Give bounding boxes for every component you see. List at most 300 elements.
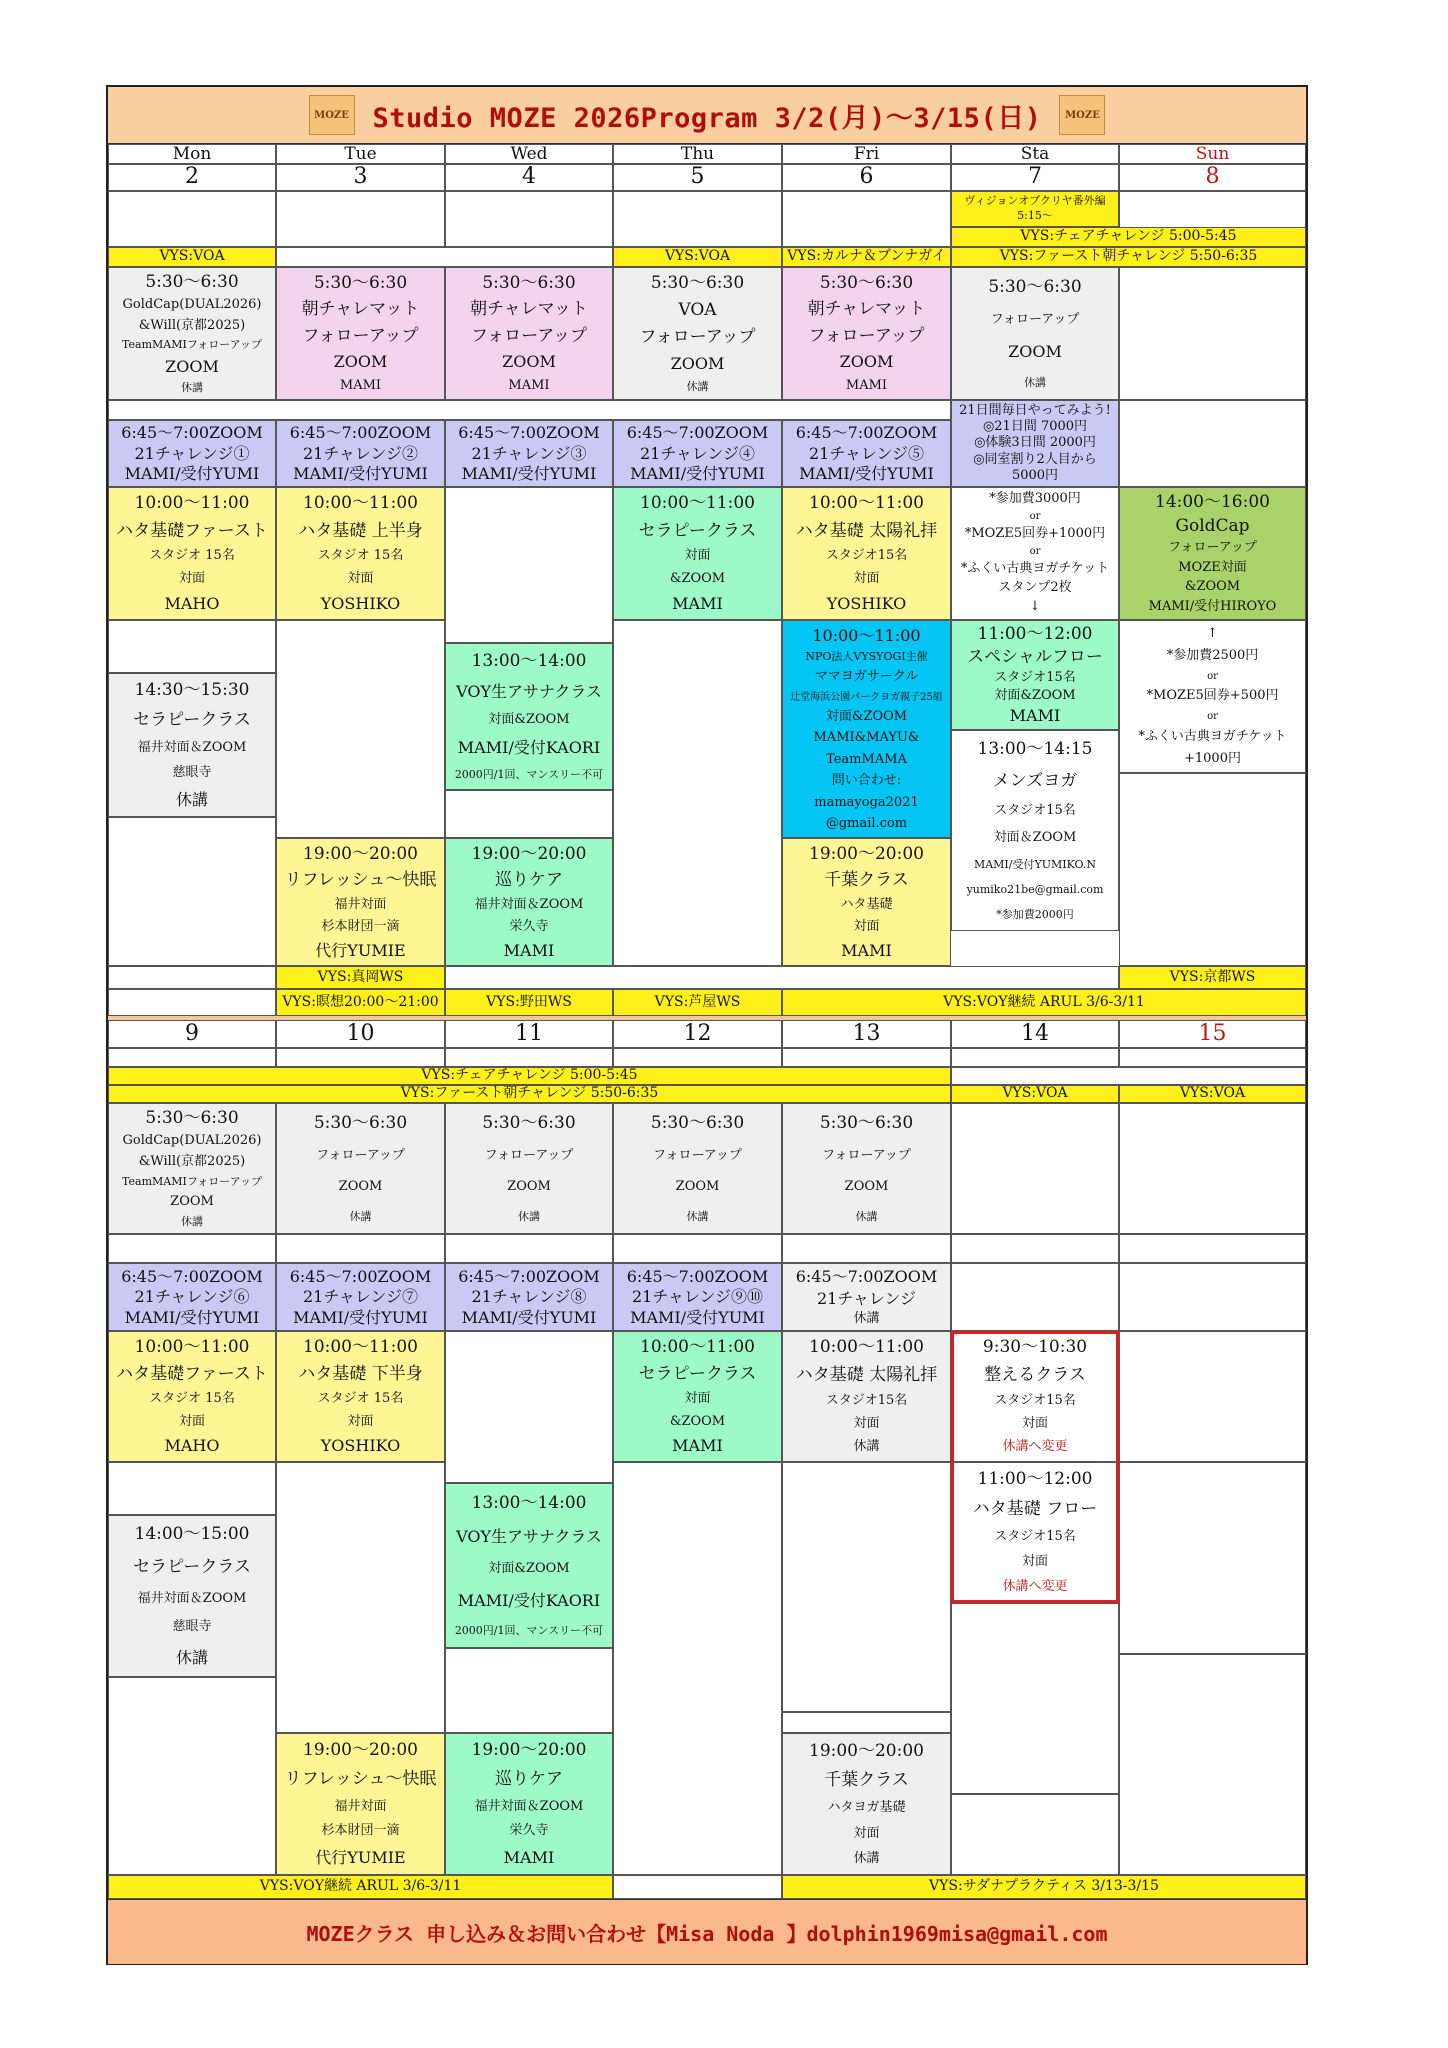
w2-thu-therapy-line-0: 10:00～11:00 — [640, 1337, 755, 1358]
w1-date-6: 8 — [1119, 164, 1306, 191]
w1-fri-chiba-line-0: 19:00～20:00 — [809, 843, 924, 864]
w2-thu-followup-class — [613, 1103, 782, 1234]
w1-mon-hatha-first — [108, 487, 276, 620]
w1-thu-therapy-line-3: &ZOOM — [669, 571, 726, 587]
w2-wed-meguri-line-4: MAMI — [503, 1848, 555, 1868]
w1-tue-hatha-upper-line-3: 対面 — [347, 571, 374, 587]
w1-mon-hatha-first-line-3: 対面 — [178, 571, 205, 587]
w1-wed-voy-asana-line-1: VOY生アサナクラス — [456, 681, 602, 701]
w2-gap-0 — [108, 1234, 276, 1263]
w1-bar-empty-mon — [108, 966, 276, 989]
w2-top-empty-3 — [613, 1048, 782, 1067]
w2-thu-challenge-line-0: 6:45～7:00ZOOM — [626, 1266, 769, 1286]
w1-mon-followup-class-line-5: 休講 — [181, 380, 203, 394]
w2-mon-therapy — [108, 1515, 276, 1677]
w1-fri-hatha-sun-line-2: スタジオ15名 — [825, 548, 908, 564]
w1-sat-followup-class-line-0: 5:30～6:30 — [988, 277, 1082, 298]
w2-mon-therapy-line-1: セラピークラス — [133, 1557, 251, 1578]
w2-gap-5 — [951, 1234, 1119, 1263]
w1-mon-therapy-line-0: 14:30～15:30 — [134, 680, 250, 701]
w1-mon-followup-class-line-2: &Will(京都2025) — [138, 317, 246, 333]
schedule-sheet — [106, 85, 1308, 1965]
w1-thu-challenge-line-0: 6:45～7:00ZOOM — [626, 423, 769, 443]
w2-gap-1 — [276, 1234, 445, 1263]
w2-mon-hatha-first-line-2: スタジオ 15名 — [149, 1391, 235, 1407]
w1-thu-voa-class-line-1: VOA — [678, 300, 717, 321]
w2-sat-hatha-flow-line-3: 対面 — [1021, 1553, 1048, 1569]
w1-tue-challenge-line-2: MAMI/受付YUMI — [293, 464, 428, 484]
w1-fri-hatha-sun-line-0: 10:00～11:00 — [809, 493, 924, 514]
w1-sat-mens-yoga-line-4: MAMI/受付YUMIKO.N — [973, 857, 1097, 871]
w2-thu-therapy — [613, 1331, 782, 1462]
w1-wed-meguri-line-3: 栄久寺 — [509, 918, 549, 934]
w2-bar-empty-thu — [613, 1875, 782, 1899]
w1-mon-therapy-line-2: 福井対面＆ZOOM — [137, 739, 247, 755]
w2-top-empty-5 — [951, 1048, 1119, 1067]
w1-thu-therapy-line-2: 対面 — [684, 548, 711, 564]
w2-vys-sat: VYS:VOA — [951, 1085, 1119, 1103]
w2-wed-voy-asana — [445, 1483, 613, 1648]
w1-mon-followup-class-line-4: ZOOM — [165, 356, 219, 376]
w2-wed-empty-b — [445, 1331, 613, 1483]
w2-tue-hatha-lower-line-0: 10:00～11:00 — [303, 1337, 418, 1358]
w2-fri-challenge — [782, 1263, 951, 1331]
w2-wed-challenge-line-1: 21チャレンジ⑧ — [471, 1287, 587, 1307]
w2-mon-challenge-line-0: 6:45～7:00ZOOM — [121, 1266, 263, 1286]
w2-sun-empty-d — [1119, 1462, 1306, 1654]
w2-date-2: 11 — [445, 1020, 613, 1048]
w1-sun-goldcap-line-3: MOZE対面 — [1178, 559, 1247, 575]
w2-fri-hatha-sun-line-2: スタジオ15名 — [825, 1392, 908, 1408]
w2-mon-followup-class-line-1: GoldCap(DUAL2026) — [122, 1133, 262, 1149]
w2-date-4: 13 — [782, 1020, 951, 1048]
w2-thu-challenge — [613, 1263, 782, 1331]
contact-text: MOZEクラス 申し込み＆お問い合わせ【Misa Noda 】dolphin1969misa@gmail.com — [306, 1921, 1108, 1946]
w2-thu-therapy-line-2: 対面 — [684, 1391, 711, 1407]
w1-fri-mama-yoga-line-4: 対面&ZOOM — [825, 708, 908, 724]
w2-fri-followup-class — [782, 1103, 951, 1234]
w1-sat-challenge-info-line-0: 21日間毎日やってみよう! — [959, 402, 1111, 418]
w1-tue-challenge-line-0: 6:45～7:00ZOOM — [289, 423, 432, 443]
w1-sun-goldcap-line-4: &ZOOM — [1184, 579, 1241, 595]
w2-sat-empty-b — [951, 1263, 1119, 1331]
w1-sun-goldcap-line-2: フォローアップ — [1168, 539, 1257, 555]
w2-gap-4 — [782, 1234, 951, 1263]
w2-tue-followup-class — [276, 1103, 445, 1234]
day-name-4: Fri — [782, 144, 951, 164]
w1-wed-mat-class — [445, 267, 613, 400]
w2-wed-voy-asana-line-3: MAMI/受付KAORI — [457, 1590, 601, 1610]
w2-sun-empty-c — [1119, 1331, 1306, 1462]
w2-fri-chiba-line-4: 休講 — [853, 1851, 880, 1867]
w2-wed-followup-class-line-1: フォローアップ — [484, 1148, 574, 1164]
w1-tue-mat-class-line-0: 5:30～6:30 — [313, 272, 408, 293]
w1-thu-challenge-line-2: MAMI/受付YUMI — [630, 464, 765, 484]
w1-mon-challenge-line-1: 21チャレンジ① — [134, 443, 250, 463]
day-name-1: Tue — [276, 144, 445, 164]
w1-sat-fee-info-line-4: *ふくい古典ヨガチケット — [960, 561, 1110, 577]
w1-sat-fee-info-line-2: *MOZE5回券+1000円 — [964, 526, 1106, 542]
w2-wed-followup-class-line-2: ZOOM — [507, 1179, 551, 1194]
w1-bar-empty-mid — [445, 966, 1119, 989]
w1-bar2-empty-mon — [108, 989, 276, 1016]
moze-logo-left: MOZE — [309, 95, 355, 135]
w1-thu-voa-class-line-2: フォローアップ — [639, 327, 756, 347]
w2-chair-bar: VYS:チェアチャレンジ 5:00-5:45 — [108, 1067, 951, 1085]
w2-fri-followup-class-line-3: 休講 — [855, 1209, 878, 1223]
w2-sat-totonoeru-line-0: 9:30～10:30 — [982, 1337, 1088, 1358]
w1-fri-mat-class-line-1: 朝チャレマット — [807, 299, 926, 320]
w2-sat-hatha-flow-line-2: スタジオ15名 — [994, 1528, 1076, 1544]
w2-mon-challenge — [108, 1263, 276, 1331]
w1-sun-empty-b — [1119, 400, 1306, 487]
w1-bar2-tue: VYS:瞑想20:00～21:00 — [276, 989, 445, 1016]
w1-wed-voy-asana-line-4: 2000円/1回、マンスリー不可 — [454, 767, 604, 781]
w1-top-empty-0 — [108, 191, 276, 247]
day-name-5: Sta — [951, 144, 1119, 164]
w1-chair-sat: VYS:チェアチャレンジ 5:00-5:45 — [951, 227, 1306, 247]
w1-wed-mat-class-line-3: ZOOM — [502, 352, 556, 372]
w2-tue-refresh-line-2: 福井対面 — [334, 1798, 387, 1814]
w2-mon-followup-class-line-0: 5:30～6:30 — [145, 1108, 239, 1129]
w1-date-5: 7 — [951, 164, 1119, 191]
w1-wed-mat-class-line-1: 朝チャレマット — [470, 299, 588, 320]
w2-sat-empty-d — [951, 1603, 1119, 1794]
w2-fri-followup-class-line-0: 5:30～6:30 — [819, 1113, 914, 1134]
w2-fri-followup-class-line-2: ZOOM — [844, 1179, 889, 1194]
w2-wed-voy-asana-line-4: 2000円/1回、マンスリー不可 — [454, 1623, 604, 1637]
day-name-6: Sun — [1119, 144, 1306, 164]
w1-sat-mens-yoga-line-0: 13:00～14:15 — [977, 738, 1093, 759]
w1-bar2-thu: VYS:芦屋WS — [613, 989, 782, 1016]
w1-sat-mens-yoga-line-1: メンズヨガ — [992, 770, 1078, 791]
w2-thu-therapy-line-4: MAMI — [672, 1436, 723, 1456]
w1-sat-fee-info-line-0: *参加費3000円 — [989, 491, 1081, 507]
w2-sat-totonoeru — [951, 1331, 1119, 1462]
w1-tue-refresh-line-3: 杉本財団一滴 — [321, 918, 400, 934]
title-bar — [108, 87, 1306, 144]
w1-fri-chiba-line-1: 千葉クラス — [824, 870, 909, 891]
w2-fri-hatha-sun-line-3: 対面 — [853, 1415, 880, 1431]
w2-fri-challenge-line-2: 休講 — [853, 1310, 880, 1326]
w2-wed-voy-asana-line-0: 13:00～14:00 — [471, 1492, 587, 1513]
w2-mon-followup-class-line-5: 休講 — [181, 1214, 203, 1228]
w1-fri-mama-yoga-line-5: MAMI&MAYU& — [813, 730, 920, 746]
w2-vys-sun: VYS:VOA — [1119, 1085, 1306, 1103]
w1-fri-mama-yoga-line-6: TeamMAMA — [826, 751, 907, 767]
w2-sun-empty-b — [1119, 1263, 1306, 1331]
w2-top-empty-2 — [445, 1048, 613, 1067]
w1-sat-followup-class-line-2: ZOOM — [1008, 342, 1062, 362]
w2-tue-refresh-line-4: 代行YUMIE — [315, 1848, 406, 1868]
w2-mon-challenge-line-2: MAMI/受付YUMI — [124, 1307, 260, 1327]
w2-tue-followup-class-line-3: 休講 — [349, 1209, 372, 1223]
w1-wed-voy-asana-line-0: 13:00～14:00 — [471, 651, 587, 672]
w1-fri-mama-yoga-line-1: NPO法人VYSYOGI主催 — [805, 650, 928, 664]
w1-thu-therapy-line-1: セラピークラス — [638, 520, 757, 541]
w1-sun-empty-c — [1119, 773, 1306, 966]
w1-vys-fri: VYS:カルナ＆ブンナガイ — [782, 247, 951, 267]
w1-sat-fee-info-line-5: スタンプ2枚 — [998, 580, 1072, 596]
w2-fri-hatha-sun-line-0: 10:00～11:00 — [809, 1337, 924, 1358]
w1-mon-therapy-line-4: 休講 — [175, 789, 208, 809]
w2-wed-voy-asana-line-1: VOY生アサナクラス — [456, 1527, 602, 1547]
w1-fri-mat-class-line-4: MAMI — [845, 377, 888, 393]
page-title: Studio MOZE 2026Program 3/2(月)～3/15(日) — [372, 102, 1042, 134]
day-name-3: Thu — [613, 144, 782, 164]
w1-tue-hatha-upper-line-0: 10:00～11:00 — [303, 493, 418, 514]
w1-sat-challenge-info-line-1: ◎21日間 7000円 — [982, 419, 1088, 435]
w1-wed-voy-asana-line-3: MAMI/受付KAORI — [457, 738, 601, 758]
moze-logo-right: MOZE — [1059, 95, 1105, 135]
day-name-2: Wed — [445, 144, 613, 164]
w1-tue-refresh-line-0: 19:00～20:00 — [303, 843, 418, 864]
w2-tue-hatha-lower-line-2: スタジオ 15名 — [317, 1391, 404, 1407]
w1-sat-challenge-info-line-4: 5000円 — [1011, 467, 1059, 483]
w2-wed-meguri-line-2: 福井対面＆ZOOM — [474, 1798, 584, 1814]
w1-sat-special-flow-line-0: 11:00～12:00 — [977, 624, 1093, 645]
w1-fri-challenge-line-2: MAMI/受付YUMI — [799, 464, 934, 484]
w1-fri-chiba-line-3: 対面 — [853, 918, 880, 934]
w2-tue-hatha-lower-line-3: 対面 — [347, 1413, 374, 1429]
w2-wed-meguri-line-3: 栄久寺 — [509, 1823, 549, 1839]
w1-tue-empty-c — [276, 620, 445, 838]
w1-fri-mama-yoga-line-7: 問い合わせ: — [831, 773, 902, 789]
w1-sat-mens-yoga-line-6: *参加費2000円 — [996, 908, 1074, 922]
w1-tue-mat-class — [276, 267, 445, 400]
w2-wed-followup-class — [445, 1103, 613, 1234]
w1-mon-hatha-first-line-4: MAHO — [164, 594, 220, 614]
w1-mon-hatha-first-line-0: 10:00～11:00 — [134, 493, 250, 514]
w1-mon-empty-c — [108, 620, 276, 673]
w1-thu-therapy — [613, 487, 782, 620]
w2-tue-hatha-lower-line-4: YOSHIKO — [320, 1436, 401, 1456]
w2-mon-challenge-line-1: 21チャレンジ⑥ — [134, 1287, 250, 1307]
w2-tue-refresh — [276, 1733, 445, 1875]
w2-top-empty-0 — [108, 1048, 276, 1067]
w2-mon-followup-class — [108, 1103, 276, 1234]
w2-wed-followup-class-line-0: 5:30～6:30 — [482, 1113, 576, 1134]
w2-sat-hatha-flow-line-0: 11:00～12:00 — [977, 1469, 1093, 1490]
w1-date-0: 2 — [108, 164, 276, 191]
w1-sun-fee-info-line-4: or — [1207, 711, 1218, 723]
w1-wed-mat-class-line-2: フォローアップ — [470, 325, 588, 346]
w1-mon-challenge-line-0: 6:45～7:00ZOOM — [121, 423, 263, 443]
w1-sun-empty-a — [1119, 267, 1306, 400]
w2-wed-meguri-line-0: 19:00～20:00 — [471, 1740, 587, 1761]
w1-tue-hatha-upper-line-4: YOSHIKO — [320, 594, 401, 614]
w1-fri-chiba — [782, 838, 951, 966]
w1-fri-hatha-sun-line-1: ハタ基礎 太陽礼拝 — [795, 520, 938, 541]
w1-thu-empty-c — [613, 620, 782, 966]
w1-mon-hatha-first-line-2: スタジオ 15名 — [149, 548, 235, 564]
w1-wed-meguri-line-0: 19:00～20:00 — [471, 843, 587, 864]
w2-sun-empty-e — [1119, 1654, 1306, 1875]
w1-sat-fee-info — [951, 487, 1119, 620]
w1-tue-challenge-line-1: 21チャレンジ② — [302, 443, 419, 463]
w1-tue-challenge — [276, 420, 445, 487]
w1-fri-chiba-line-2: ハタ基礎 — [840, 896, 893, 912]
w1-fri-challenge-line-1: 21チャレンジ⑤ — [808, 443, 925, 463]
w2-mon-hatha-first-line-1: ハタ基礎ファースト — [116, 1364, 268, 1385]
w2-mon-hatha-first-line-3: 対面 — [178, 1413, 205, 1429]
w2-mon-therapy-line-0: 14:00～15:00 — [134, 1524, 250, 1545]
w1-vys-empty-tue — [276, 247, 613, 267]
w2-thu-followup-class-line-1: フォローアップ — [653, 1148, 742, 1164]
w2-fri-chiba-line-0: 19:00～20:00 — [809, 1740, 924, 1761]
w2-tue-refresh-line-0: 19:00～20:00 — [303, 1740, 418, 1761]
w2-mon-hatha-first — [108, 1331, 276, 1462]
week-separator — [108, 1016, 1306, 1020]
w2-date-5: 14 — [951, 1020, 1119, 1048]
w1-mon-hatha-first-line-1: ハタ基礎ファースト — [116, 520, 268, 541]
w1-wed-meguri-line-1: 巡りケア — [495, 870, 563, 891]
w1-fri-mama-yoga-line-9: @gmail.com — [825, 816, 908, 831]
w1-sun-fee-info — [1119, 620, 1306, 773]
w1-mon-challenge-line-2: MAMI/受付YUMI — [124, 464, 260, 484]
w1-thu-challenge — [613, 420, 782, 487]
w1-wed-empty-d — [445, 790, 613, 838]
w1-sat-followup-class — [951, 267, 1119, 400]
w1-mon-followup-class-line-1: GoldCap(DUAL2026) — [122, 297, 262, 313]
w1-wed-empty-b — [445, 487, 613, 643]
w1-tue-refresh-line-4: 代行YUMIE — [315, 940, 406, 960]
w2-wed-challenge-line-0: 6:45～7:00ZOOM — [458, 1266, 600, 1286]
w2-mon-followup-class-line-4: ZOOM — [170, 1193, 214, 1209]
w2-fri-chiba-line-1: 千葉クラス — [824, 1770, 909, 1791]
w2-fri-empty-d — [782, 1712, 951, 1733]
w1-vys-mon: VYS:VOA — [108, 247, 276, 267]
w2-fri-challenge-line-0: 6:45～7:00ZOOM — [795, 1267, 938, 1287]
w2-tue-challenge — [276, 1263, 445, 1331]
w2-mon-empty-c — [108, 1462, 276, 1515]
w1-tue-refresh — [276, 838, 445, 966]
w1-date-3: 5 — [613, 164, 782, 191]
w1-sun-goldcap-line-5: MAMI/受付HIROYO — [1148, 599, 1277, 614]
w1-fri-hatha-sun-line-4: YOSHIKO — [826, 594, 907, 614]
w1-fri-hatha-sun — [782, 487, 951, 620]
w1-sat-fee-info-line-1: or — [1029, 511, 1041, 523]
w2-mon-empty-d — [108, 1677, 276, 1875]
w1-sat-special-flow-line-1: スペシャルフロー — [967, 646, 1103, 667]
w1-mon-therapy-line-3: 慈眼寺 — [172, 764, 212, 780]
w1-top-empty-3 — [613, 191, 782, 247]
w2-bar-fri: VYS:サダナプラクティス 3/13-3/15 — [782, 1875, 1306, 1899]
w1-sat-mens-yoga-line-5: yumiko21be@gmail.com — [966, 882, 1104, 896]
w1-wed-meguri-line-2: 福井対面＆ZOOM — [474, 896, 584, 912]
w1-mon-therapy — [108, 673, 276, 817]
w1-mon-followup-class — [108, 267, 276, 400]
w2-thu-therapy-line-1: セラピークラス — [638, 1364, 757, 1385]
w2-fri-hatha-sun-line-4: 休講 — [853, 1439, 880, 1455]
w2-mon-hatha-first-line-0: 10:00～11:00 — [134, 1337, 250, 1358]
w2-fri-hatha-sun-line-1: ハタ基礎 太陽礼拝 — [795, 1365, 938, 1386]
w2-sat-empty-e — [951, 1794, 1119, 1875]
w1-wed-challenge-line-2: MAMI/受付YUMI — [461, 464, 597, 484]
w1-wed-meguri — [445, 838, 613, 966]
w1-wed-challenge-line-1: 21チャレンジ③ — [471, 443, 587, 463]
w1-date-1: 3 — [276, 164, 445, 191]
w1-sat-fee-info-line-3: or — [1029, 546, 1041, 558]
w2-tue-challenge-line-1: 21チャレンジ⑦ — [302, 1287, 419, 1307]
w2-mon-followup-class-line-3: TeamMAMIフォローアップ — [122, 1175, 262, 1189]
w1-sat-special-flow-line-3: 対面&ZOOM — [994, 687, 1076, 703]
w2-sat-hatha-flow — [951, 1462, 1119, 1603]
w2-tue-hatha-lower — [276, 1331, 445, 1462]
w2-top-empty-6 — [1119, 1048, 1306, 1067]
w1-mon-challenge — [108, 420, 276, 487]
w1-sat-challenge-info-line-2: ◎体験3日間 2000円 — [974, 435, 1096, 451]
w1-wed-challenge-line-0: 6:45～7:00ZOOM — [458, 423, 600, 443]
w2-sat-totonoeru-line-4: 休講へ変更 — [1002, 1439, 1068, 1455]
w1-bar-tue: VYS:真岡WS — [276, 966, 445, 989]
w1-fri-mat-class — [782, 267, 951, 400]
w1-sat-mens-yoga-line-2: スタジオ15名 — [994, 802, 1076, 818]
w2-thu-therapy-line-3: &ZOOM — [669, 1413, 726, 1429]
w2-first-bar: VYS:ファースト朝チャレンジ 5:50-6:35 — [108, 1085, 951, 1103]
w1-thu-voa-class-line-4: 休講 — [686, 379, 709, 393]
w1-fri-mama-yoga-line-0: 10:00～11:00 — [812, 625, 921, 645]
w1-tue-mat-class-line-2: フォローアップ — [302, 325, 419, 346]
w2-sat-hatha-flow-line-1: ハタ基礎 フロー — [972, 1499, 1098, 1520]
w2-thu-challenge-line-2: MAMI/受付YUMI — [630, 1307, 765, 1327]
w2-tue-hatha-lower-line-1: ハタ基礎 下半身 — [298, 1364, 423, 1385]
day-name-0: Mon — [108, 144, 276, 164]
w2-thu-empty-c — [613, 1462, 782, 1875]
w1-tue-refresh-line-2: 福井対面 — [334, 896, 387, 912]
w1-fri-mama-yoga-line-3: 辻堂海浜公園パークヨガ親子25組 — [790, 691, 943, 703]
w2-thu-challenge-line-1: 21チャレンジ⑨⑩ — [631, 1287, 764, 1307]
w1-sun-fee-info-line-3: *MOZE5回券+500円 — [1146, 688, 1279, 704]
w2-fri-chiba-line-2: ハタヨガ基礎 — [827, 1800, 906, 1816]
w1-sat-fee-info-line-6: ↓ — [1029, 599, 1041, 615]
w1-sun-fee-info-line-6: +1000円 — [1184, 750, 1241, 766]
w2-date-3: 12 — [613, 1020, 782, 1048]
w1-fri-mama-yoga — [782, 620, 951, 838]
w2-wed-followup-class-line-3: 休講 — [518, 1209, 540, 1223]
w1-tue-mat-class-line-4: MAMI — [339, 377, 382, 393]
w1-vys-thu: VYS:VOA — [613, 247, 782, 267]
w1-fri-mat-class-line-3: ZOOM — [839, 352, 894, 372]
w2-tue-challenge-line-2: MAMI/受付YUMI — [293, 1307, 428, 1327]
w1-top-empty-1 — [276, 191, 445, 247]
w1-tue-refresh-line-1: リフレッシュ～快眠 — [284, 870, 437, 891]
w1-sat-special-flow-line-2: スタジオ15名 — [994, 669, 1076, 685]
w1-mon-empty-d — [108, 817, 276, 966]
w2-sat-hatha-flow-line-4: 休講へ変更 — [1002, 1579, 1068, 1595]
w1-sat-special-flow — [951, 620, 1119, 730]
w1-thu-voa-class-line-0: 5:30～6:30 — [650, 273, 745, 294]
w1-sat-challenge-info-line-3: ◎同室割り2人目から — [973, 451, 1097, 467]
w2-sat-totonoeru-line-2: スタジオ15名 — [994, 1392, 1076, 1408]
w1-wed-challenge — [445, 420, 613, 487]
w2-mon-therapy-line-4: 休講 — [175, 1648, 208, 1668]
w1-gap-row — [108, 400, 951, 420]
w2-fri-chiba-line-3: 対面 — [853, 1825, 880, 1841]
w2-sat-empty-a — [951, 1103, 1119, 1234]
w2-wed-meguri — [445, 1733, 613, 1875]
w2-tue-followup-class-line-2: ZOOM — [338, 1179, 383, 1194]
w2-bar-mon: VYS:VOY継続 ARUL 3/6-3/11 — [108, 1875, 613, 1899]
w2-tue-followup-class-line-1: フォローアップ — [316, 1148, 405, 1164]
w1-wed-mat-class-line-0: 5:30～6:30 — [482, 272, 576, 293]
w2-chair-empty — [951, 1067, 1306, 1085]
w2-fri-chiba — [782, 1733, 951, 1875]
w1-top-empty-4 — [782, 191, 951, 247]
w1-fri-challenge — [782, 420, 951, 487]
w2-mon-hatha-first-line-4: MAHO — [164, 1436, 220, 1456]
w1-mon-followup-class-line-0: 5:30～6:30 — [145, 272, 239, 293]
